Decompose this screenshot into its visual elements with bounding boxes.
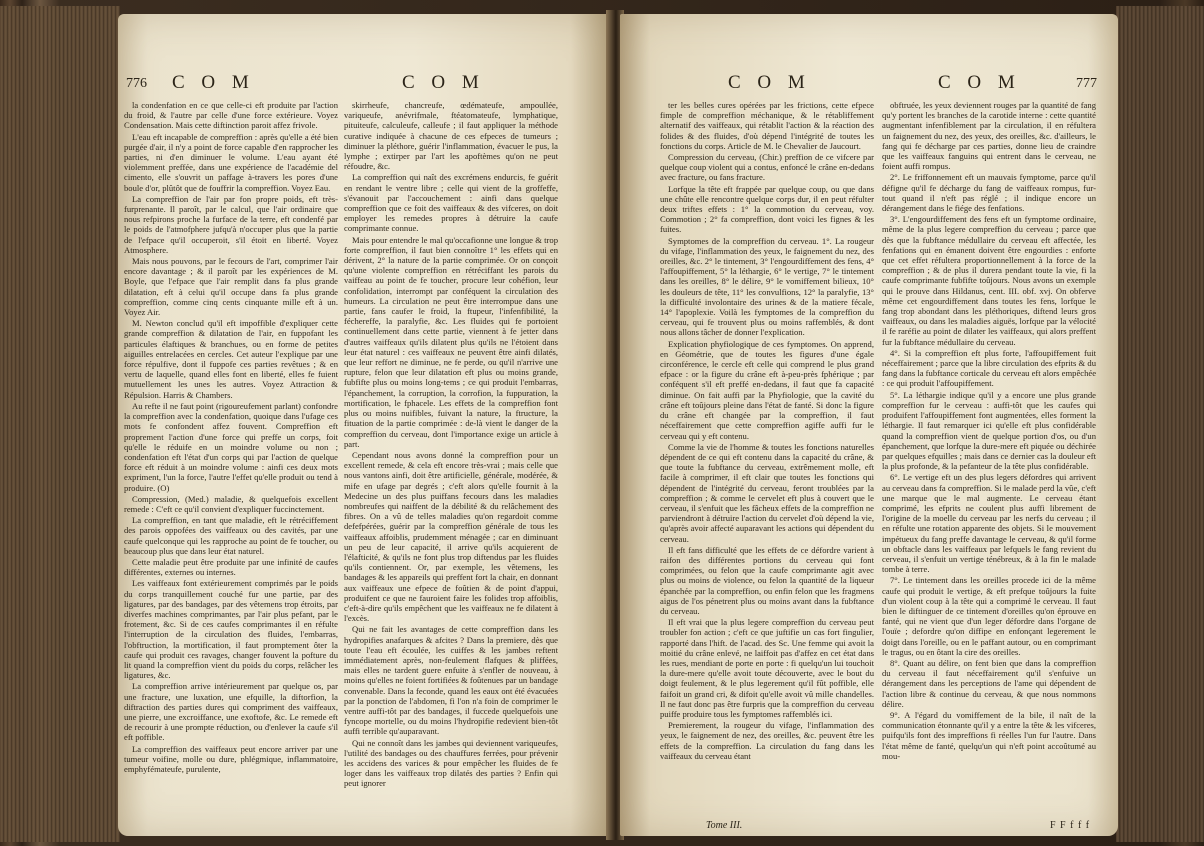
paragraph: 6°. Le vertige eft un des plus legers défordres qui arrivent au cerveau dans fa compreffion. Si le malade perd la vûe, c'eft une marque que le mal augmente. Le cerveau étant comprimé, les efprits ne coulent plus auffi librement de l'origine de la moelle du cerveau par les nerfs du cerveau ; il en réfulte une rotation apparente des objets. Si le mouvement impétueux du fang preffe davantage le cerveau, & qu'il forme un obftacle dans les vaiffeaux par lefquels le fang revient du cerveau, il s'enfuit un vertige ténébreux, & à la fin le malade tombe à terre. xyxy=(882,472,1096,575)
paragraph: Il eft fans difficulté que les effets de ce défordre varient à raifon des différentes portions du cerveau qui font comprimées, ou felon que la caufe comprimante agit avec plus ou moins de violence, ou felon la quantité de la liqueur épanchée par la compreffion, ou enfin felon que les fragmens aigus de l'os pénetrent plus ou moins avant dans la fubftance du cerveau. xyxy=(660,544,874,616)
paragraph: la condenfation en ce que celle-ci eft produite par l'action du froid, & l'autre par celle d'une force extérieure. Voyez Condensation. Mais cette diftinction paroit affez frivole. xyxy=(124,100,338,131)
paragraph: Qui ne connoît dans les jambes qui deviennent variqueufes, l'utilité des bandages ou des chauffures ferrées, pour prévenir les accidens des varices & pour empêcher les fluides de fe loger dans les vaiffeaux trop dilatés des parties ? Enfin qui peut ignorer xyxy=(344,737,558,789)
book-edge-right xyxy=(1116,6,1204,842)
paragraph: Cette maladie peut être produite par une infinité de caufes différentes, externes ou internes. xyxy=(124,556,338,578)
paragraph: Lorfque la tête eft frappée par quelque coup, ou que dans une chûte elle rencontre quelque corps dur, il en peut réfulter deux triftes effets : 1° la commotion du cerveau, voy. Commotion ; 2° fa compreffion, dont voici les fignes & les fuites. xyxy=(660,183,874,235)
right-page xyxy=(620,14,1118,836)
paragraph: 2°. Le friffonnement eft un mauvais fymptome, parce qu'il défigne qu'il fe décharge du fang de vaiffeaux rompus, fur-tout quand il n'eft pas réglé ; il indique encore un dérangement dans le fiége des fenfations. xyxy=(882,172,1096,214)
left-column-1 xyxy=(124,100,338,820)
paragraph: Les vaiffeaux font extérieurement comprimés par le poids du corps tranquillement couché fur une partie, par des ligatures, par des bandages, par des vêtemens trop étroits, par diverfes machines comprimantes, par l'air plus pefant, par le frotement, &c. Si de ces caufes comprimantes il en réfulte l'interruption de la circulation des fluides, l'embarras, l'obftruction, la mortification, il faut promptement ôter la caufe qui produit ces ravages, changer fouvent la pofture du lit quand la compreffion vient du poids du corps, relâcher les ligatures, &c. xyxy=(124,578,338,681)
page-number-left: 776 xyxy=(126,76,147,91)
paragraph: Comme la vie de l'homme & toutes les fonctions naturelles dépendent de ce qui eft contenu dans la capacité du crâne, & que toute la fubftance du cerveau, extrêmement molle, eft facile à comprimer, il eft clair que toutes les fonctions qui dépendent de l'intégrité du cerveau, feront troublées par la compreffion ; & comme le cervelet eft plus à couvert que le cerveau, il s'enfuit que les fâcheux effets de la compreffion ne parviendront à détruire l'action du cervelet d'où dépend la vie, qu'après avoir affecté auparavant les actions qui dépendent du cerveau. xyxy=(660,441,874,544)
paragraph: La compreffion des vaiffeaux peut encore arriver par une tumeur voifine, molle ou dure, phlégmique, inflammatoire, emphyfémateufe, purulente, xyxy=(124,743,338,774)
paragraph: 7°. Le tintement dans les oreilles procede ici de la même caufe qui produit le vertige, & eft prefque toûjours la fuite d'un violent coup à la tête qui a comprimé le cerveau. Il faut bien le diftinguer de ce tintement d'oreilles qu'on éprouve en fanté, qui ne vient que d'un leger défordre dans l'organe de l'ouïe ; defordre qu'on diffipe en enfonçant legerement le doigt dans l'oreille, ou en le paffant autour, ou en comprimant le tragus, ou en ôtant la cire des oreilles. xyxy=(882,575,1096,657)
running-head-right-2: C O M xyxy=(938,72,1021,93)
paragraph: 5°. La léthargie indique qu'il y a encore une plus grande compreffion fur le cerveau : auffi-tôt que les caufes qui produifent l'affoupiffement font augmentées, elles forment la léthargie. Il faut remarquer ici qu'elle eft plus confidérable quand la compreffion vient de quelque portion d'os, ou d'un épanchement, que lorfque la dure-mere eft piquée ou déchirée par quelques efquilles ; mais dans ce dernier cas la douleur eft la plus profonde, & la pefanteur de la tête plus confidérable. xyxy=(882,389,1096,472)
paragraph: Qui ne fait les avantages de cette compreffion dans les hydropifies anafarques & afcites ? Dans la premiere, dès que toute l'eau eft écoulée, les cuiffes & les jambes reftent immédiatement après, non-feulement flafques & pliffées, mais elles ne tardent guere enfuite à s'enfler de nouveau, à moins qu'elles ne foient fortifiées & foûtenues par un bandage convenable. Dans la feconde, quand les eaux ont été évacuées par la ponction de l'abdomen, fi l'on n'a foin de comprimer le ventre auffi-tôt par des bandages, il fuccede quelquefois une fyncope mortelle, ou du moins l'hydropifie redevient bien-tôt auffi terrible qu'auparavant. xyxy=(344,624,558,737)
paragraph: La compreffion arrive intérieurement par quelque os, par une fracture, une luxation, une efquille, la diftorfion, la diftraction des parties dures qui compriment des vaiffeaux, une pierre, une excroiffance, une exoftofe, &c. Le remede eft de recourir à une prompte réduction, ou d'enlever la caufe s'il eft poffible. xyxy=(124,681,338,743)
paragraph: 4°. Si la compreffion eft plus forte, l'affoupiffement fuit néceffairement ; parce que la libre circulation des efprits & du fang dans la fubftance corticale du cerveau eft alors empêchée : ce qui produit l'affoupiffement. xyxy=(882,347,1096,389)
paragraph: L'eau eft incapable de compreffion : après qu'elle a été bien purgée d'air, il n'y a point de force capable d'en rapprocher les parties, ni d'en diminuer le volume. L'eau ayant été violemment preffée, dans une expérience de l'académie del cimento, elle s'ouvrit un paffage à-travers les pores d'une boule d'or, plûtôt que de fouffrir la compreffion. Voyez Eau. xyxy=(124,131,338,193)
left-column-2 xyxy=(344,100,558,820)
running-head-right-1: C O M xyxy=(728,72,811,93)
running-head-left-1: C O M xyxy=(172,72,255,93)
paragraph: M. Newton conclud qu'il eft impoffible d'expliquer cette grande compreffion & dilatation de l'air, en fuppofant les particules élaftiques & branchues, ou en forme de petites aiguilles entrelacées en cercles. Cet auteur l'explique par une force répulfive, dont il fuppofe ces parties revêtues ; & en vertu de laquelle, quand elles font en liberté, elles fe fuient mutuellement les unes les autres. Voyez Attraction & Répulsion. Harris & Chambers. xyxy=(124,318,338,400)
paragraph: La compreffion qui naît des excrémens endurcis, fe guérit en rendant le ventre libre ; celle qui vient de la groffeffe, s'évanouit par l'accouchement : ainfi dans quelque compreffion que ce foit des vaiffeaux & des vifceres, on doit employer les remedes propres à détruire la caufe comprimante connue. xyxy=(344,172,558,234)
paragraph: Au refte il ne faut point (rigoureufement parlant) confondre la compreffion avec la condenfation, quoique dans l'ufage ces mots fe confondent affez fouvent. Compreffion eft proprement l'action d'une force qui preffe un corps, foit qu'elle le réduife en un moindre volume ou non ; condenfation eft l'état d'un corps qui par l'action de quelque force eft réduit à un moindre volume : ainfi ces deux mots expriment, l'un la force, l'autre l'effet qu'elle produit ou tend à produire. (O) xyxy=(124,400,338,493)
left-page xyxy=(118,14,610,836)
paragraph: La compreffion, en tant que maladie, eft le rétréciffement des parois oppofées des vaiffeaux ou des cavités, par une caufe quelconque qui les rapproche au point de fe toucher, ou beaucoup plus que dans leur état naturel. xyxy=(124,515,338,556)
paragraph: La compreffion de l'air par fon propre poids, eft très-furprenante. Il paroît, par le calcul, que l'air ordinaire que nous refpirons proche la furface de la terre, eft condenfé par le poids de l'atmofphere jufqu'à n'occuper plus que la partie de l'efpace qu'il occuperoit, s'il étoit en liberté. Voyez Atmosphere. xyxy=(124,193,338,255)
book-edge-left xyxy=(0,6,120,842)
paragraph: Cependant nous avons donné la compreffion pour un excellent remede, & cela eft encore très-vrai ; mais celle que nous vantons ainfi, doit être artificielle, générale, modérée, & mife en ufage par degrés ; c'eft alors qu'elle fournit à la Medecine un des plus puiffans fecours dans les maladies nombreufes qui naiffent de la débilité & du relâchement des fibres. On a vû de telles maladies qu'on regardoit comme defefpérées, guérir par la compreffion générale de tous les vaiffeaux affoiblis, prudemment ménagée ; car en diminuant un peu de leur capacité, il arrive qu'ils acquierent de l'élafticité, & qu'ils ne font plus trop diftendus par les fluides qu'ils contiennent. Or, par exemple, les vêtemens, les bandages & les appareils qui preffent fort la chair, en donnant aux vaiffeaux une efpece de foûtien & de point d'appui, produifent ce que ne fauroient faire les folides trop affoiblis, c'eft-à-dire qu'ils empêchent que les vaiffeaux ne fe dilatent à l'excès. xyxy=(344,449,558,624)
paragraph: 8°. Quant au délire, on fent bien que dans la compreffion du cerveau il faut néceffairement qu'il s'enfuive un dérangement dans les perceptions de l'ame qui dépendent de l'action libre & continue du cerveau, & que nous nommons délire. xyxy=(882,657,1096,709)
paragraph: ter les belles cures opérées par les frictions, cette efpece fimple de compreffion méchanique, & le rétabliffement alternatif des vaiffeaux, qui rétablit l'action & la réaction des folides & des fluides, d'où dépend l'intégrité de toutes les fonctions du corps. Article de M. le Chevalier de Jaucourt. xyxy=(660,100,874,151)
right-column-1 xyxy=(660,100,874,820)
paragraph: Compression, (Med.) maladie, & quelquefois excellent remede : C'eft ce qu'il convient d'expliquer fuccinctement. xyxy=(124,493,338,514)
paragraph: Mais pour entendre le mal qu'occafionne une longue & trop forte compreffion, il faut bien connoître 1° les effets qui en dérivent, 2° la nature de la partie comprimée. Or on conçoit qu'une violente compreffion en rétréciffant les parois du vaiffeau au point de fe toucher, procure leur cohéfion, leur confolidation, interrompt par conféquent la circulation des humeurs. La circulation ne peut être interrompue dans une partie, fans caufer le froid, la ftupeur, l'infenfibilité, la féchereffe, la paralyfie, &c. Les fluides qui fe portoient continuellement dans cette partie, viennent à fe jetter dans d'autres vaiffeaux qu'ils dilatent plus qu'ils ne l'étoient dans leur état naturel : ces vaiffeaux ne peuvent être ainfi dilatés, que leur reffort ne diminue, ne fe perde, ou qu'il n'arrive une rupture, felon que leur dilatation eft plus ou moins grande, fubfifte plus ou moins long-tems ; ce qui produit l'embarras, l'épanchement, la corruption, la corrofion, la fuppuration, la mortification, le fphacele. Les effets de la compreffion font plus ou moins nuifibles, fuivant la nature, la ftructure, la fituation de la partie comprimée : de-là vient le danger de la compreffion du cerveau, dont l'importance exige un article à part. xyxy=(344,234,558,449)
paragraph: Il eft vrai que la plus legere compreffion du cerveau peut troubler fon action ; c'eft ce que juftifie un cas fort fingulier, rapporté dans l'hift. de l'acad. des Sc. Une femme qui avoit la moitié du crâne enlevé, ne laiffoit pas d'affez en cet état dans les rues, mendiant de porte en porte : fi quelqu'un lui touchoit la dure-mere qu'elle avoit toute découverte, avec le bout du doigt feulement, & le plus legerement qu'il fût poffible, elle faifoit un grand cri, & difoit qu'elle avoit vû mille chandelles. Il ne faut donc pas être furpris que la compreffion du cerveau puiffe produire tous les fymptomes raffemblés ici. xyxy=(660,617,874,719)
paragraph: obftruée, les yeux deviennent rouges par la quantité de fang qu'y portent les branches de la carotide interne : cette quantité augmentant infenfiblement par la circulation, il en réfultera un faignement du nez, des yeux, des oreilles, &c. d'ailleurs, le fang qui fe décharge par ces parties, donne lieu de craindre que les vaiffeaux fanguins qui entrent dans le cerveau, ne foient auffi rompus. xyxy=(882,100,1096,172)
paragraph: Premierement, la rougeur du vifage, l'inflammation des yeux, le faignement de nez, des oreilles, &c. peuvent être les effets de la compreffion. La circulation du fang dans les vaiffeaux du cerveau étant xyxy=(660,720,874,761)
paragraph: Explication phyfiologique de ces fymptomes. On apprend, en Géométrie, que de toutes les figures d'une égale circonférence, le cercle eft celle qui comprend le plus grand efpace : or la figure du crâne eft à-peu-près fphérique ; par conféquent s'il eft preffé en-dedans, il faut que fa capacité diminue. On fait auffi par la Phyfiologie, que la cavité du crâne eft toûjours pleine dans l'état de fanté. Si donc la figure du crâne eft changée par la compreffion, il faut néceffairement que cette compreffion agiffe auffi fur le cerveau qui y eft contenu. xyxy=(660,338,874,441)
volume-footer: Tome III. xyxy=(706,820,743,831)
paragraph: Mais nous pouvons, par le fecours de l'art, comprimer l'air encore davantage ; & il paroît par les expériences de M. Boyle, que l'efpace que l'air remplit dans fa plus grande dilatation, eft à celui qu'il occupe dans fa plus grande compreffion, comme cinq cents cinquante mille eft à un. Voyez Air. xyxy=(124,256,338,318)
paragraph: Compression du cerveau, (Chir.) preffion de ce vifcere par quelque coup violent qui a contus, enfoncé le crâne en-dedans avec fracture, ou fans fracture. xyxy=(660,152,874,183)
page-number-right: 777 xyxy=(1076,76,1097,91)
paragraph: 3°. L'engourdiffement des fens eft un fymptome ordinaire, même de la plus legere compreffion du cerveau ; parce que dès que la fubftance médullaire du cerveau eft affectée, les fenfations qui en émanent doivent être engourdies : enforte que cet effet réfultera proportionnellement à la force de la compreffion ; & de plus il durera pendant toute la vie, fi la caufe comprimante fubfifte toûjours. Nous avons un exemple qui le prouve dans Hildanus, cent. III. obf. xvj. On obferve même cet engourdiffement dans toutes les fens, lorfque le fang trop abondant dans les pléthoriques, diftend leurs gros vaiffeaux, ou dans les maladies aiguës, lorfque par la vélocité il fe raréfie au point de dilater les vaiffeaux, qui alors preffent fur la fubftance médullaire du cerveau. xyxy=(882,214,1096,347)
paragraph: skirrheufe, chancreufe, œdémateufe, ampoullée, variqueufe, anévrifmale, ftéatomateufe, lymphatique, pituiteufe, calculeufe, calleufe ; il faut appliquer la méthode curative indiquée à chacune de ces efpeces de tumeurs ; diminuer la pléthore, guérir l'inflammation, évacuer le pus, la lymphe ; extirper par l'art les apoftèmes qu'on ne peut réfoudre, &c. xyxy=(344,100,558,172)
right-column-2 xyxy=(882,100,1096,820)
running-head-left-2: C O M xyxy=(402,72,485,93)
paragraph: Symptomes de la compreffion du cerveau. 1°. La rougeur du vifage, l'inflammation des yeux, le faignement du nez, des oreilles, &c. 2° le tintement, 3° l'engourdiffement des fens, 4° l'affoupiffement, 5° la léthargie, 6° le vertige, 7° le tintement dans les oreilles, 8° le délire, 9° le vomiffement bilieux, 10° les douleurs de tête, 11° les convulfions, 12° la paralyfie, 13° la difficulté involontaire des urines & de la matiere fécale, 14° l'apoplexie. Voilà les fymptomes de la compreffion du cerveau, qui fe trouvent plus ou moins raffemblés, & dont nous allons tâcher de donner l'explication. xyxy=(660,235,874,338)
signature-mark: F F f f f xyxy=(1050,820,1091,831)
paragraph: 9°. A l'égard du vomiffement de la bile, il naît de la communication étonnante qu'il y a entre la tête & les vifceres, puifqu'ils font des impreffions fi réelles l'un fur l'autre. Dans l'état même de fanté, quelqu'un qui n'eft point accoûtumé au mou- xyxy=(882,709,1096,761)
